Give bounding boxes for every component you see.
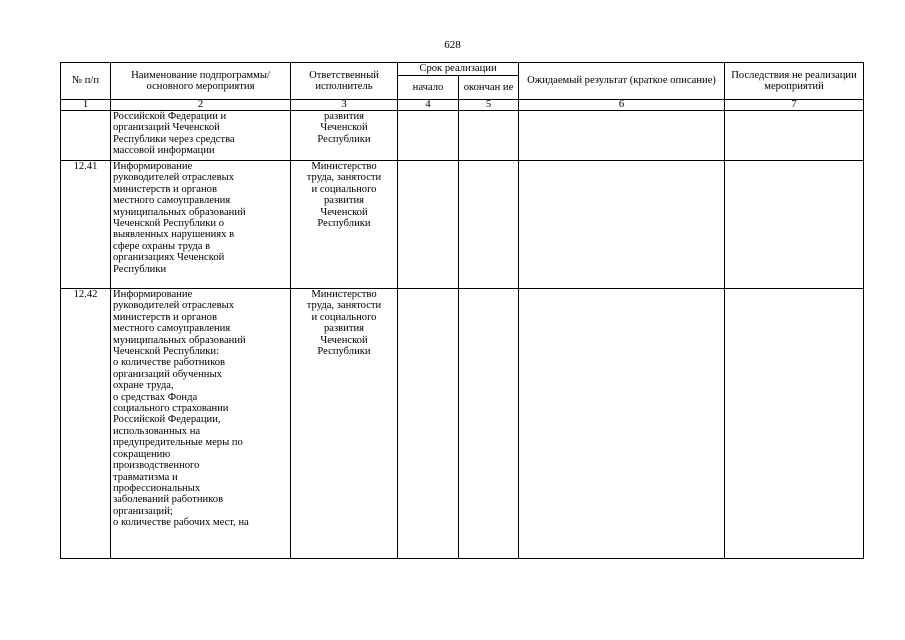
- result-cell: [519, 161, 725, 289]
- activity-name-line: о количестве рабочих мест, на: [113, 517, 249, 529]
- executor-line: и социального: [311, 311, 377, 323]
- executor-line: Министерство: [311, 161, 377, 172]
- activity-name-line: заболеваний работников: [113, 494, 224, 506]
- executor-line: Республики: [317, 133, 371, 145]
- table-row: [61, 161, 864, 289]
- page-number: 628: [444, 39, 461, 51]
- activity-name-line: организаций;: [113, 505, 173, 517]
- activity-name-line: использованных на: [113, 425, 201, 437]
- header-period: Срок реализации: [398, 63, 519, 76]
- executor-line: Чеченской: [320, 206, 368, 218]
- activity-name-line: Информирование: [113, 161, 193, 172]
- activities-table: [60, 62, 864, 559]
- activity-name-line: местного самоуправления: [113, 323, 231, 335]
- activity-name-line: организациях Чеченской: [113, 252, 225, 264]
- table-row: [61, 111, 864, 161]
- start-cell: [398, 111, 459, 161]
- header-consequences: Последствия не реализации мероприятий: [725, 63, 864, 100]
- start-cell: [398, 289, 459, 559]
- row-number: [61, 111, 111, 161]
- executor-line: и социального: [311, 183, 377, 195]
- activity-name-line: муниципальных образований: [113, 206, 246, 218]
- activity-name-line: местного самоуправления: [113, 195, 231, 207]
- executor-line: труда, занятости: [306, 172, 382, 184]
- activity-name-line: о средствах Фонда: [113, 391, 198, 403]
- activity-name-line: социального страховании: [113, 403, 229, 415]
- row-number: 12.42: [61, 289, 111, 559]
- header-name: Наименование подпрограммы/ основного мероприятия: [111, 63, 291, 100]
- column-number: 2: [111, 100, 291, 111]
- activity-name-line: травматизма и: [113, 471, 178, 483]
- activity-name-line: Информирование: [113, 289, 193, 300]
- executor-line: Республики: [317, 346, 371, 358]
- activity-name-line: организаций Чеченской: [113, 122, 220, 134]
- result-cell: [519, 289, 725, 559]
- header-executor: Ответственный исполнитель: [291, 63, 398, 100]
- executor-line: развития: [323, 323, 365, 335]
- activity-name-cell: [111, 111, 291, 161]
- start-cell: [398, 161, 459, 289]
- activity-name-line: Республики: [113, 263, 167, 275]
- activity-name-line: профессиональных: [113, 482, 201, 494]
- activity-name-line: о количестве работников: [113, 357, 226, 369]
- activity-name-line: охране труда,: [113, 380, 174, 392]
- executor-line: Чеченской: [320, 334, 368, 346]
- activity-name-line: предупредительные меры по: [113, 437, 243, 449]
- executor-line: труда, занятости: [306, 300, 382, 312]
- activity-name-line: организаций обученных: [113, 368, 222, 380]
- header-num: № п/п: [61, 63, 111, 100]
- result-cell: [519, 111, 725, 161]
- activity-name-line: министерств и органов: [113, 311, 217, 323]
- consequences-cell: [725, 111, 864, 161]
- activity-name-line: сфере охраны труда в: [113, 240, 211, 252]
- column-number: 3: [291, 100, 398, 111]
- column-numbers-row: [61, 100, 864, 111]
- executor-line: Чеченской: [320, 122, 368, 134]
- end-cell: [459, 111, 519, 161]
- header-result: Ожидаемый результат (краткое описание): [519, 63, 725, 100]
- executor-cell: [291, 289, 398, 559]
- executor-line: Республики: [317, 218, 371, 230]
- consequences-cell: [725, 289, 864, 559]
- executor-line: Министерство: [311, 289, 377, 300]
- activity-name-line: Российской Федерации и: [113, 111, 227, 122]
- table-row: [61, 289, 864, 559]
- column-number: 7: [725, 100, 864, 111]
- header-end: окончан ие: [459, 76, 519, 100]
- row-number: 12.41: [61, 161, 111, 289]
- activity-name-line: руководителей отраслевых: [113, 172, 234, 184]
- column-number: 6: [519, 100, 725, 111]
- activity-name-line: выявленных нарушениях в: [113, 229, 235, 241]
- executor-line: развития: [323, 195, 365, 207]
- activity-name-line: Чеченской Республики о: [113, 218, 225, 230]
- executor-cell: [291, 111, 398, 161]
- header-start: начало: [398, 76, 459, 100]
- activity-name-line: сокращению: [113, 448, 171, 460]
- column-number: 5: [459, 100, 519, 111]
- activity-name-line: Российской Федерации,: [113, 414, 221, 426]
- activity-name-line: Республики через средства: [113, 133, 235, 145]
- executor-line: развития: [323, 111, 365, 122]
- end-cell: [459, 289, 519, 559]
- activity-name-cell: [111, 289, 291, 559]
- activity-name-line: производственного: [113, 460, 200, 472]
- column-number: 4: [398, 100, 459, 111]
- executor-cell: [291, 161, 398, 289]
- activity-name-cell: [111, 161, 291, 289]
- consequences-cell: [725, 161, 864, 289]
- activity-name-line: Чеченской Республики:: [113, 346, 220, 358]
- activity-name-line: руководителей отраслевых: [113, 300, 234, 312]
- activity-name-line: министерств и органов: [113, 183, 217, 195]
- end-cell: [459, 161, 519, 289]
- activity-name-line: муниципальных образований: [113, 334, 246, 346]
- activity-name-line: массовой информации: [113, 145, 215, 157]
- column-number: 1: [61, 100, 111, 111]
